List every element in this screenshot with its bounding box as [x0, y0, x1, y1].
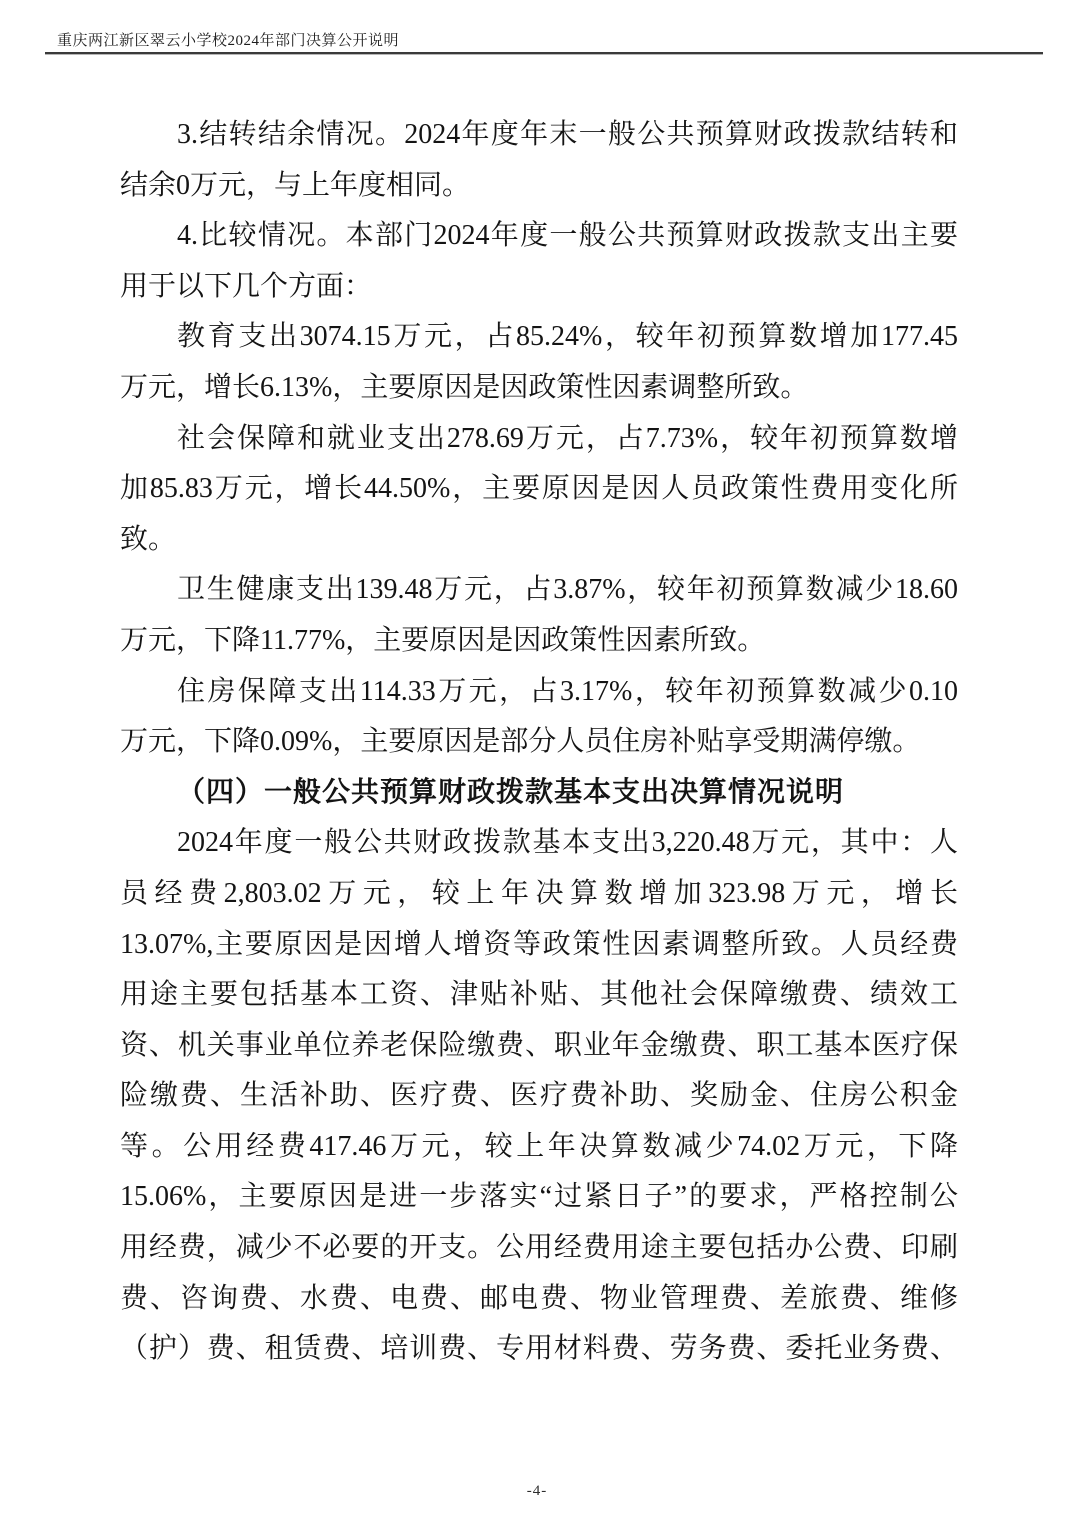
- text-line: 3.结转结余情况。2024年度年末一般公共预算财政拨款结转和: [177, 119, 958, 150]
- text-line: 卫生健康支出139.48万元，占3.87%，较年初预算数减少18.60: [177, 574, 958, 606]
- text-line: 用于以下几个方面：: [120, 270, 373, 302]
- text-line: 险缴费、生活补助、医疗费、医疗费补助、奖励金、住房公积金: [120, 1080, 958, 1112]
- text-line: 致。: [120, 523, 177, 555]
- text-line: 费、咨询费、水费、电费、邮电费、物业管理费、差旅费、维修: [120, 1282, 958, 1314]
- page-number: -4-: [526, 1483, 548, 1499]
- paragraph-carryover-balance: [120, 110, 958, 211]
- text-line: 用经费，减少不必要的开支。公用经费用途主要包括办公费、印刷: [120, 1232, 958, 1264]
- text-line: 等。公用经费417.46万元，较上年决算数减少74.02万元，下降: [120, 1130, 958, 1162]
- text-line: 用途主要包括基本工资、津贴补贴、其他社会保障缴费、绩效工: [120, 979, 958, 1011]
- paragraph-basic-expenditure-detail: [120, 818, 958, 1375]
- text-line: 13.07%,主要原因是因增人增资等政策性因素调整所致。人员经费: [120, 928, 958, 960]
- paragraph-comparison: [120, 211, 958, 312]
- text-line: 15.06%，主要原因是进一步落实“过紧日子”的要求，严格控制公: [120, 1181, 958, 1213]
- text-line: 万元，增长6.13%，主要原因是因政策性因素调整所致。: [120, 371, 809, 403]
- paragraph-housing-expenditure: [120, 667, 958, 768]
- text-line: 4.比较情况。本部门2024年度一般公共预算财政拨款支出主要: [177, 220, 958, 252]
- header-rule: [45, 52, 1043, 54]
- text-line: 加85.83万元，增长44.50%，主要原因是因人员政策性费用变化所: [120, 473, 958, 505]
- paragraph-social-security-expenditure: [120, 414, 958, 566]
- header-title: 重庆两江新区翠云小学校2024年部门决算公开说明: [57, 33, 400, 49]
- paragraph-health-expenditure: [120, 565, 958, 666]
- text-line: 万元，下降0.09%，主要原因是部分人员住房补贴享受期满停缴。: [120, 726, 921, 758]
- section-heading-basic-expenditure: [120, 768, 958, 819]
- text-line: 资、机关事业单位养老保险缴费、职业年金缴费、职工基本医疗保: [120, 1029, 958, 1061]
- text-line: （护）费、租赁费、培训费、专用材料费、劳务费、委托业务费、: [120, 1333, 958, 1365]
- text-line: 结余0万元，与上年度相同。: [120, 169, 471, 201]
- text-line: 教育支出3074.15万元，占85.24%，较年初预算数增加177.45: [177, 321, 958, 353]
- section-heading-text: （四）一般公共预算财政拨款基本支出决算情况说明: [177, 776, 845, 808]
- text-line: 员经费2,803.02万元，较上年决算数增加323.98万元，增长: [120, 877, 958, 909]
- text-line: 社会保障和就业支出278.69万元，占7.73%，较年初预算数增: [177, 422, 958, 454]
- paragraph-education-expenditure: [120, 312, 958, 413]
- text-line: 住房保障支出114.33万元，占3.17%，较年初预算数减少0.10: [177, 675, 958, 707]
- document-body: [120, 110, 958, 1375]
- text-line: 2024年度一般公共财政拨款基本支出3,220.48万元，其中：人: [177, 827, 958, 859]
- text-line: 万元，下降11.77%，主要原因是因政策性因素所致。: [120, 624, 766, 656]
